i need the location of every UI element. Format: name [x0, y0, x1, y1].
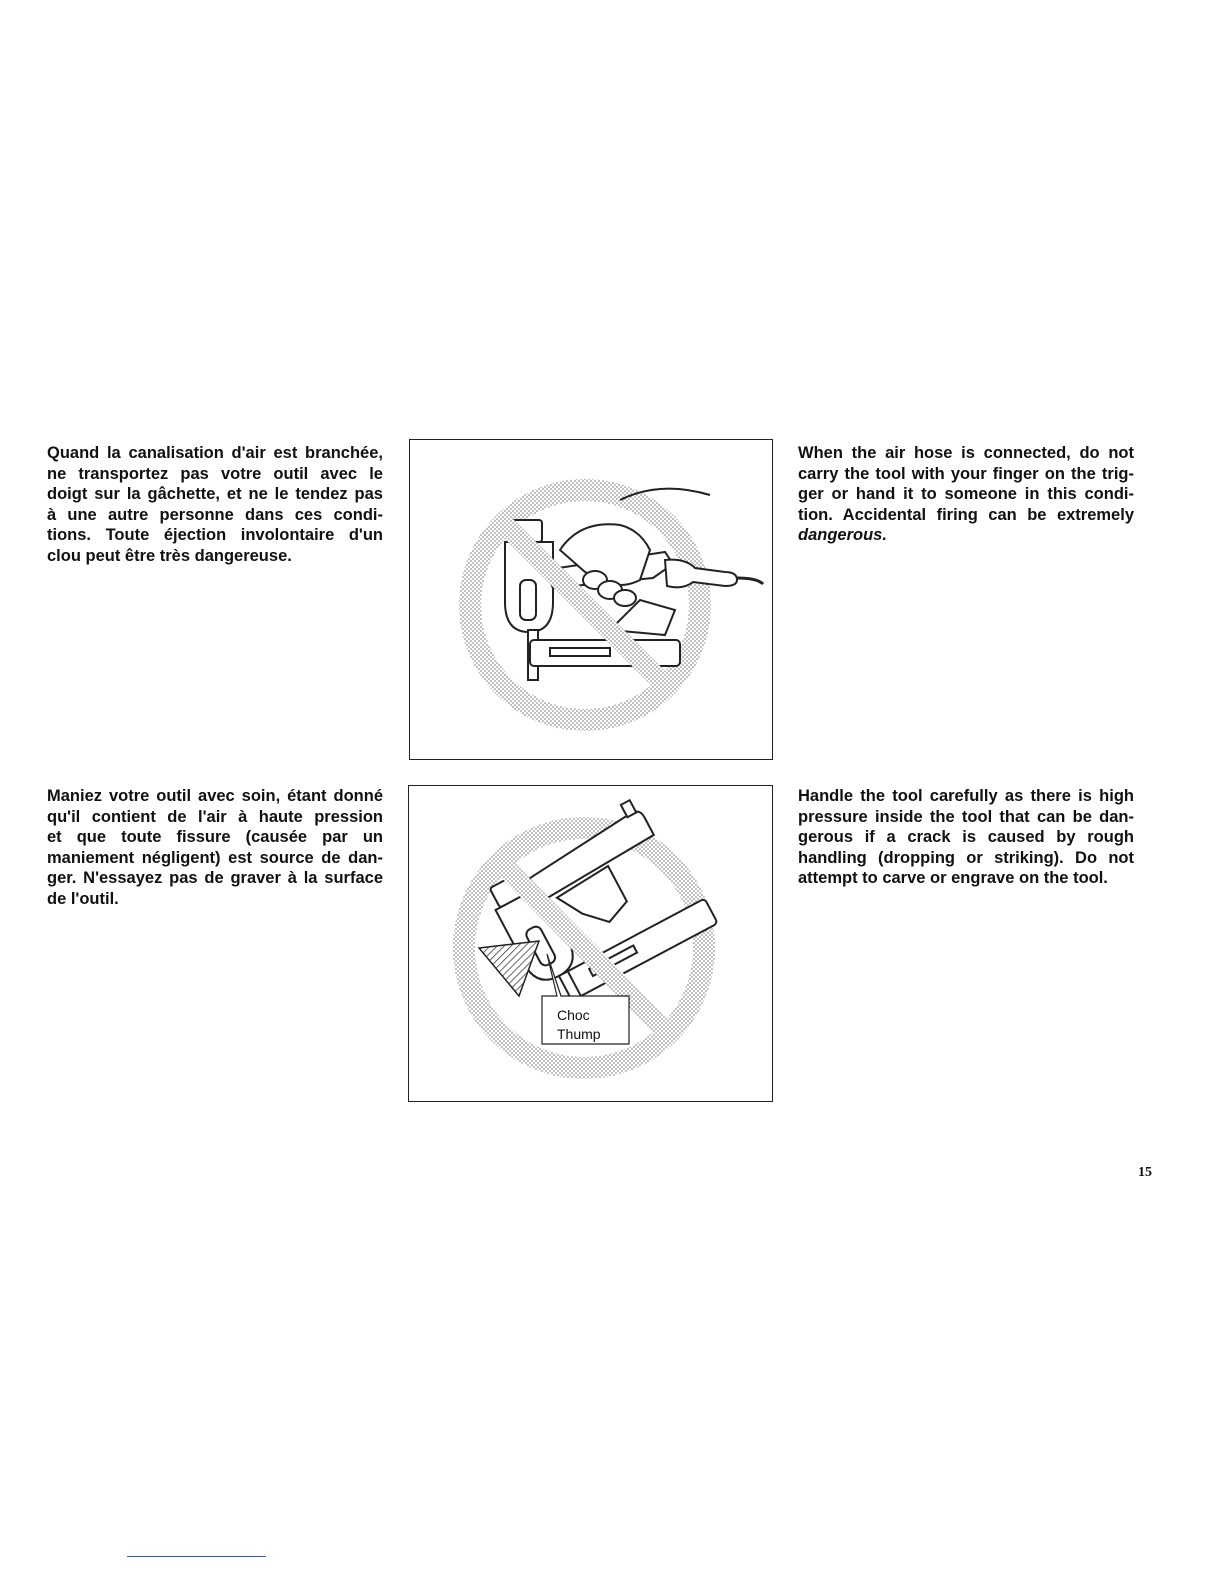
- text-line: attempt to carve or engrave on the tool.: [798, 869, 1108, 887]
- french-warning-handle: [47, 786, 383, 909]
- figure-no-dropping: [408, 785, 773, 1102]
- text-line: de l'outil.: [47, 889, 119, 908]
- page-number: 15: [1138, 1165, 1152, 1180]
- text-line: ger. N'essayez pas de graver à la surface: [47, 869, 383, 887]
- text-line: handling (dropping or striking). Do not: [798, 848, 1134, 867]
- figure-no-carry-trigger: [409, 439, 773, 760]
- text-line: clou peut être très dangereuse.: [47, 546, 292, 565]
- text-line: Quand la canalisation d'air est branchée,: [47, 444, 383, 462]
- text-line: tion. Accidental firing can be extremely: [798, 505, 1134, 524]
- no-carry-with-finger-on-trigger-icon: [410, 440, 771, 758]
- callout-thump: Thump: [557, 1026, 601, 1042]
- text-line: carry the tool with your finger on the trig-: [798, 464, 1134, 483]
- footer-rule: [127, 1556, 266, 1557]
- text-line: ger or hand it to someone in this condi-: [798, 485, 1134, 503]
- no-dropping-or-striking-icon: [409, 786, 771, 1100]
- english-warning-handle: [798, 786, 1134, 889]
- text-line: doigt sur la gâchette, et ne le tendez pas: [47, 485, 383, 503]
- text-line: ne transportez pas votre outil avec le: [47, 464, 383, 483]
- text-line: dangerous.: [798, 526, 887, 544]
- callout-choc: Choc: [557, 1007, 590, 1023]
- french-warning-carry: [47, 443, 383, 566]
- text-line: gerous if a crack is caused by rough: [798, 828, 1134, 846]
- text-line: Maniez votre outil avec soin, étant donné: [47, 787, 383, 805]
- text-line: et que toute fissure (causée par un: [47, 828, 383, 846]
- text-line: maniement négligent) est source de dan-: [47, 848, 383, 867]
- english-warning-carry: [798, 443, 1134, 546]
- text-line: qu'il contient de l'air à haute pression: [47, 807, 383, 826]
- text-line: Handle the tool carefully as there is high: [798, 787, 1134, 805]
- text-line: à une autre personne dans ces condi-: [47, 505, 383, 524]
- text-line: tions. Toute éjection involontaire d'un: [47, 526, 383, 544]
- text-line: When the air hose is connected, do not: [798, 444, 1134, 462]
- text-line: pressure inside the tool that can be dan-: [798, 807, 1134, 826]
